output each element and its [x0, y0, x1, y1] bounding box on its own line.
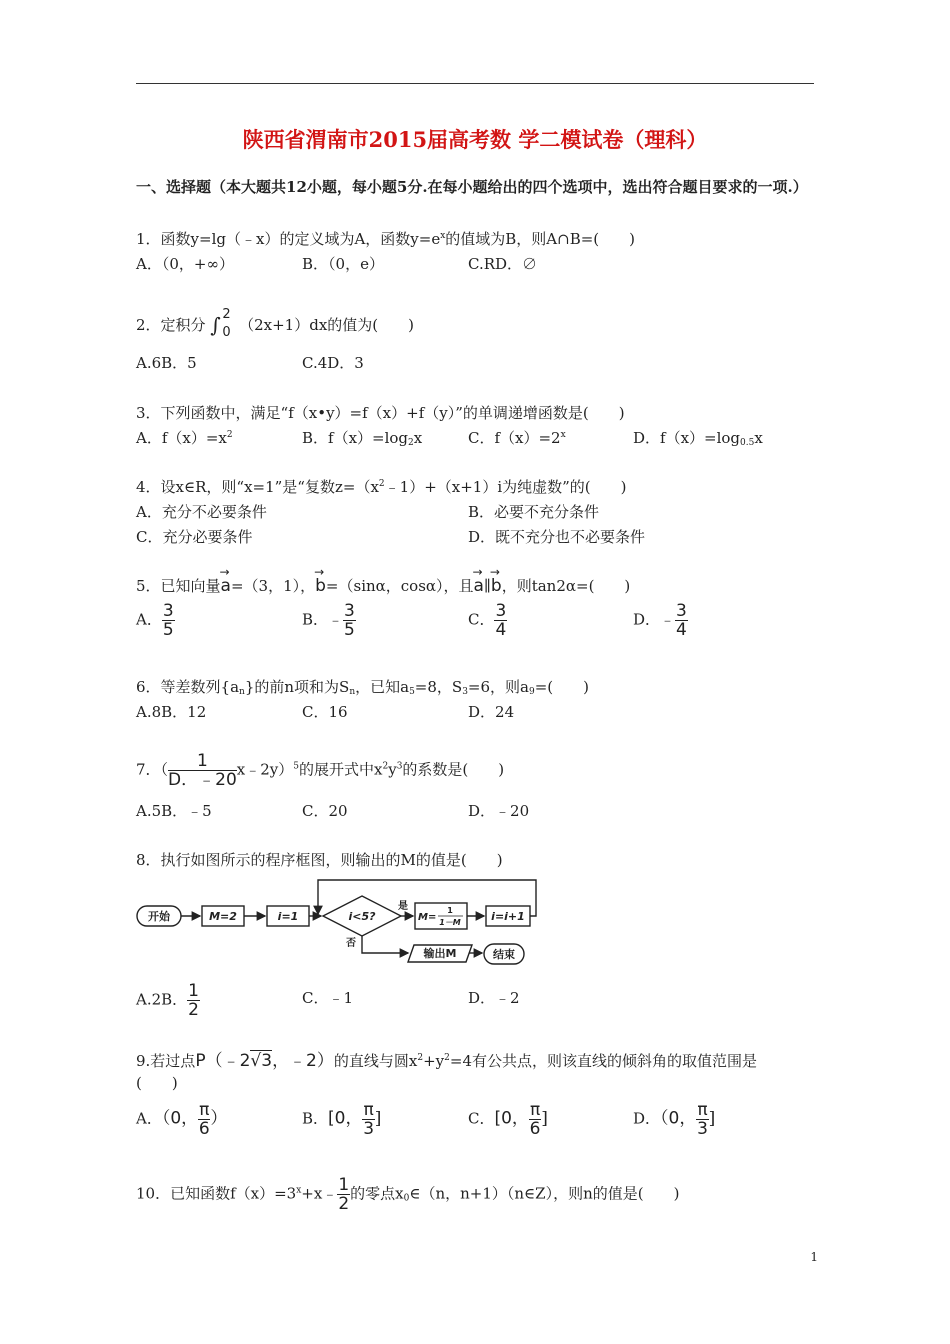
q5-option-c: C． $\frac{3}{4}$ — [468, 601, 507, 640]
q4-option-d: D．既不充分也不必要条件 — [468, 528, 646, 546]
flow-yes-label: 是 — [398, 901, 408, 912]
vector-a: → a — [474, 576, 484, 596]
question-9-paren: ( ) — [136, 1074, 178, 1092]
flow-assign-num: 1 — [447, 906, 453, 915]
flow-assign-den: 1－M — [439, 918, 461, 927]
section-heading: 一、选择题（本大题共12小题，每小题5分.在每小题给出的四个选项中，选出符合题目要求的一项.） — [136, 178, 808, 196]
vector-b: → b — [315, 576, 326, 596]
q9-option-a: A．（0， $\frac{\pi}{6}$ ） — [136, 1100, 228, 1139]
q2-options-cd: C.4D．3 — [302, 354, 364, 372]
q5-option-b: B．﹣ $\frac{3}{5}$ — [302, 601, 355, 640]
vector-a: → a — [221, 576, 231, 596]
question-3: 3．下列函数中，满足“f（x•y）=f（x）+f（y）”的单调递增函数是( ) — [136, 404, 625, 422]
q8-options-ab: A.2B． $\frac{1}{2}$ — [136, 981, 199, 1020]
q4-option-b: B．必要不充分条件 — [468, 503, 600, 521]
q4-option-a: A．充分不必要条件 — [136, 503, 267, 521]
q7-option-c: C．20 — [302, 802, 348, 820]
q1-option-a: A．（0，+∞） — [136, 255, 234, 273]
q4-option-c: C．充分必要条件 — [136, 528, 253, 546]
flow-assign-lhs: M= — [418, 912, 437, 923]
question-2: 2．定积分 ∫ 2 0 （2x+1）dx的值为( ) — [136, 307, 414, 340]
q3-option-a: A．$f(x)=x^2$ — [136, 429, 233, 447]
q9-option-c: C．[0， $\frac{\pi}{6}$ ] — [468, 1100, 548, 1139]
flowchart — [136, 876, 546, 968]
flow-end-label: 结束 — [493, 948, 515, 961]
question-7: 7．（ $\frac{1}{D.﹣20}$ x﹣2y）$^5$的展开式中$x^2y^3$的系数是( ) — [136, 751, 505, 790]
q6-option-d: D．24 — [468, 703, 515, 721]
q9-option-b: B．[0， $\frac{\pi}{3}$ ] — [302, 1100, 382, 1139]
integral-upper: 2 — [222, 307, 231, 322]
flow-output-label: 输出M — [423, 947, 457, 960]
question-6: 6．等差数列$\{a_n\}$的前n项和为$S_n$，已知$a_5=8$，$S_3=6$，则$a_9=$( ) — [136, 678, 589, 697]
question-4: 4．设x∈R，则“x=1”是“复数$z=(x^2﹣1)+(x+1)i$为纯虚数”的( ) — [136, 478, 627, 496]
q1-option-b: B．（0，e） — [302, 255, 384, 273]
q3-option-b: B．$f(x)=\log_2x$ — [302, 429, 423, 448]
flow-inc-label: i=i+1 — [491, 910, 525, 923]
q8-option-d: D．﹣2 — [468, 989, 520, 1007]
flow-cond-label: i<5? — [348, 910, 376, 923]
question-8: 8．执行如图所示的程序框图，则输出的M的值是( ) — [136, 851, 503, 869]
q6-option-c: C．16 — [302, 703, 348, 721]
q5-option-d: D．﹣ $\frac{3}{4}$ — [633, 601, 687, 640]
flow-no-label: 否 — [346, 938, 356, 949]
integral-lower: 0 — [222, 325, 231, 340]
q6-options-ab: A.8B．12 — [136, 703, 207, 721]
q2-options-ab: A.6B．5 — [136, 354, 197, 372]
question-5: 5．已知向量→ a=（3，1），→ b=（sinα，cosα），且→ a∥→ b，则tan2α=( ) — [136, 575, 630, 596]
question-1: 1．函数y=lg（﹣x）的定义域为A，函数$y=e^x$的值域为B，则A∩B=( ) — [136, 230, 636, 248]
vector-b: → b — [491, 576, 502, 596]
q5-option-a: A． $\frac{3}{5}$ — [136, 601, 174, 640]
page-number: 1 — [810, 1250, 818, 1264]
question-10: 10．已知函数$f(x)=3^x+x﹣$ $\frac{1}{2}$ 的零点$x_0\in(n$，n+1）（n∈Z），则n的值是( ) — [136, 1175, 680, 1214]
page-title: 陕西省渭南市2015届高考数 学二模试卷（理科） — [242, 127, 708, 152]
flow-start-label: 开始 — [148, 910, 170, 923]
q1-option-cd: C.RD．∅ — [468, 255, 538, 273]
q3-option-c: C．$f(x)=2^x$ — [468, 429, 566, 447]
flow-i-label: i=1 — [277, 910, 299, 923]
top-rule — [136, 83, 814, 84]
q7-option-d: D．﹣20 — [468, 802, 530, 820]
integral-sign: ∫ — [210, 313, 221, 337]
flow-m-label: M=2 — [209, 910, 237, 923]
q9-option-d: D．（0， $\frac{\pi}{3}$ ] — [633, 1100, 716, 1139]
q3-option-d: D．$f(x)=\log_{0.5}x$ — [633, 429, 763, 448]
question-9: 9.若过点P（﹣2√3，﹣2）的直线与圆$x^2+y^2=4$有公共点，则该直线的倾斜角的取值范围是 — [136, 1051, 757, 1071]
q7-options-ab: A.5B．﹣5 — [136, 802, 212, 820]
q8-option-c: C．﹣1 — [302, 989, 354, 1007]
